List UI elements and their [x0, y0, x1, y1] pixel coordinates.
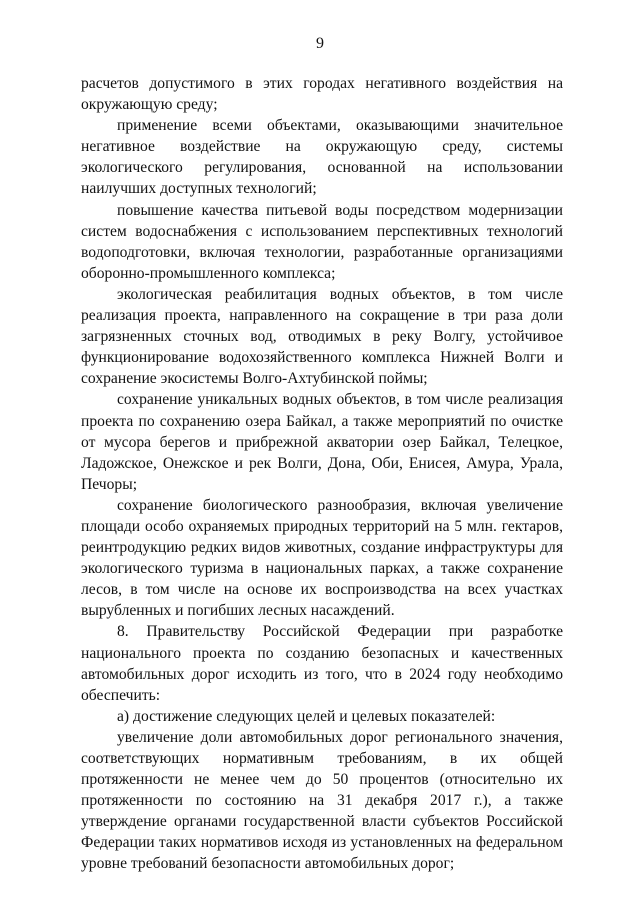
paragraph-water-bodies-rehabilitation: экологическая реабилитация водных объектов, в том числе реализация проекта, направленного на сокращение в три раза доли загрязненных сточных вод, отводимых в реку Волгу, устойчивое функционирование водохозяйственного комплекса Нижней Волги и сохранение экосистемы Волго-Ахтубинской поймы; [81, 285, 563, 388]
paragraph-item-8-roads: 8. Правительству Российской Федерации при разработке национального проекта по созданию безопасных и качественных автомобильных дорог исходить из того, что в 2024 году необходимо обеспечить: [81, 623, 563, 704]
paragraph-drinking-water-quality: повышение качества питьевой воды посредством модернизации систем водоснабжения с использованием перспективных технологий водоподготовки, включая технологии, разработанные организациями оборонно-промышленного комплекса; [81, 201, 563, 282]
paragraph-best-available-technologies: применение всеми объектами, оказывающими значительное негативное воздействие на окружающую среду, системы экологического регулирования, основанной на использовании наилучших доступных технологий; [81, 117, 563, 198]
paragraph-continuation: расчетов допустимого в этих городах негативного воздействия на окружающую среду; [81, 75, 563, 114]
paragraph-unique-water-bodies: сохранение уникальных водных объектов, в том числе реализация проекта по сохранению озера Байкал, а также мероприятий по очистке от мусора берегов и прибрежной акватории озер Байкал, Телецкое, Ладожское, Онежское и рек Волги, Дона, Оби, Енисея, Амура, Урала, Печоры; [81, 391, 563, 493]
document-body [81, 73, 563, 875]
page-number: 9 [316, 35, 324, 52]
paragraph-regional-roads-share: увеличение доли автомобильных дорог регионального значения, соответствующих нормативным требованиям, в их общей протяженности не менее чем до 50 процентов (относительно их протяженности по состоянию на 31 декабря 2017 г.), а также утверждение органами государственной власти субъектов Российской Федерации таких нормативов исходя из установленных на федеральном уровне требований безопасности автомобильных дорог; [81, 728, 563, 873]
paragraph-subitem-a-goals: а) достижение следующих целей и целевых показателей: [117, 707, 496, 725]
paragraph-biodiversity: сохранение биологического разнообразия, включая увеличение площади особо охраняемых природных территорий на 5 млн. гектаров, реинтродукцию редких видов животных, создание инфраструктуры для экологического туризма в национальных парках, а также сохранение лесов, в том числе на основе их воспроизводства на всех участках вырубленных и погибших лесных насаждений. [81, 496, 563, 620]
